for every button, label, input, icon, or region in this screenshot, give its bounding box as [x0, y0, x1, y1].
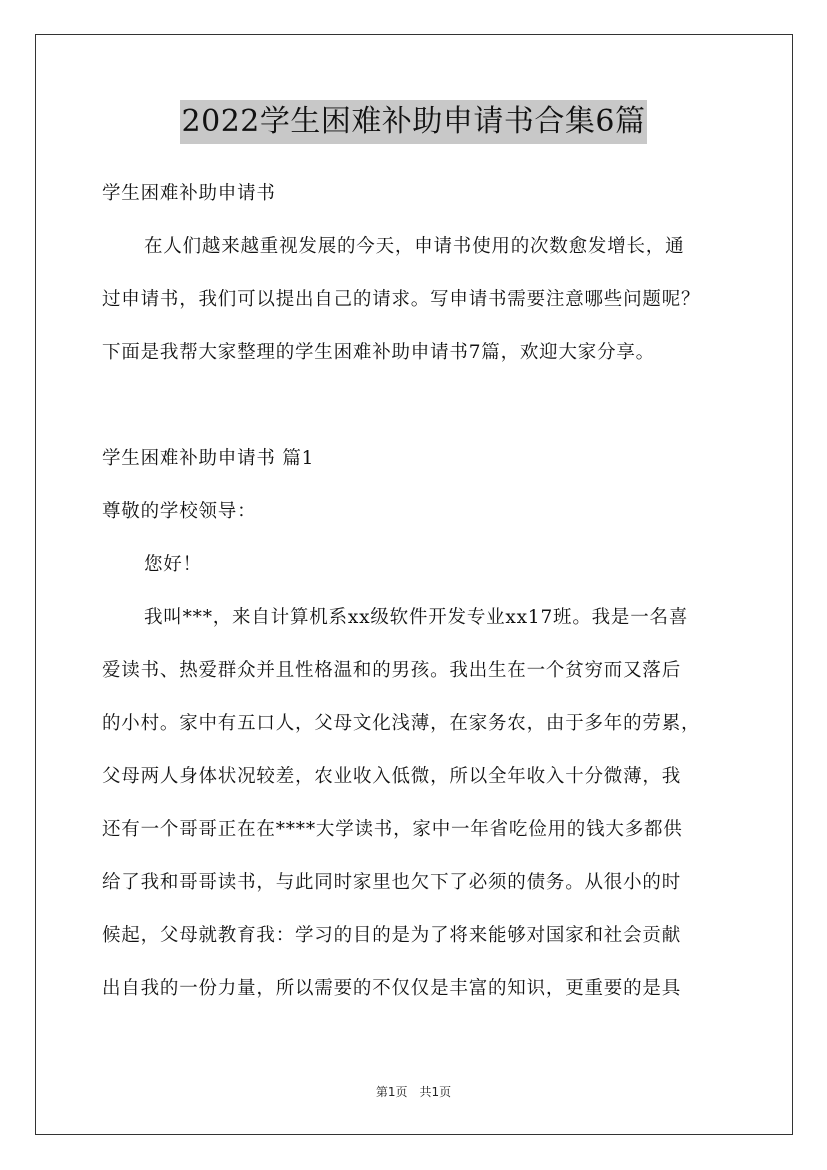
body-line: 父母两人身体状况较差，农业收入低微，所以全年收入十分微薄，我	[102, 766, 682, 787]
body-line: 出自我的一份力量，所以需要的不仅仅是丰富的知识，更重要的是具	[102, 978, 682, 999]
body-line: 给了我和哥哥读书，与此同时家里也欠下了必须的债务。从很小的时	[102, 872, 682, 893]
body-line: 我叫***，来自计算机系xx级软件开发专业xx17班。我是一名喜	[144, 607, 689, 628]
title-container	[0, 100, 827, 144]
body-line: 还有一个哥哥正在在****大学读书，家中一年省吃俭用的钱大多都供	[102, 819, 683, 840]
intro-line: 下面是我帮大家整理的学生困难补助申请书7篇，欢迎大家分享。	[102, 342, 655, 363]
body-line: 的小村。家中有五口人，父母文化浅薄，在家务农，由于多年的劳累，	[102, 713, 701, 734]
document-body	[102, 176, 742, 1024]
intro-line: 在人们越来越重视发展的今天，申请书使用的次数愈发增长，通	[144, 236, 685, 257]
section-heading: 学生困难补助申请书 篇1	[102, 448, 315, 469]
spacer	[102, 388, 742, 441]
main-heading: 学生困难补助申请书	[102, 183, 276, 204]
greeting: 您好！	[144, 554, 202, 575]
body-line: 候起，父母就教育我：学习的目的是为了将来能够对国家和社会贡献	[102, 925, 682, 946]
page-footer: 第1页 共1页	[375, 1085, 452, 1099]
intro-line: 过申请书，我们可以提出自己的请求。写申请书需要注意哪些问题呢？	[102, 289, 701, 310]
document-title: 2022学生困难补助申请书合集6篇	[180, 100, 648, 144]
body-line: 爱读书、热爱群众并且性格温和的男孩。我出生在一个贫穷而又落后	[102, 660, 682, 681]
salutation: 尊敬的学校领导：	[102, 501, 257, 522]
